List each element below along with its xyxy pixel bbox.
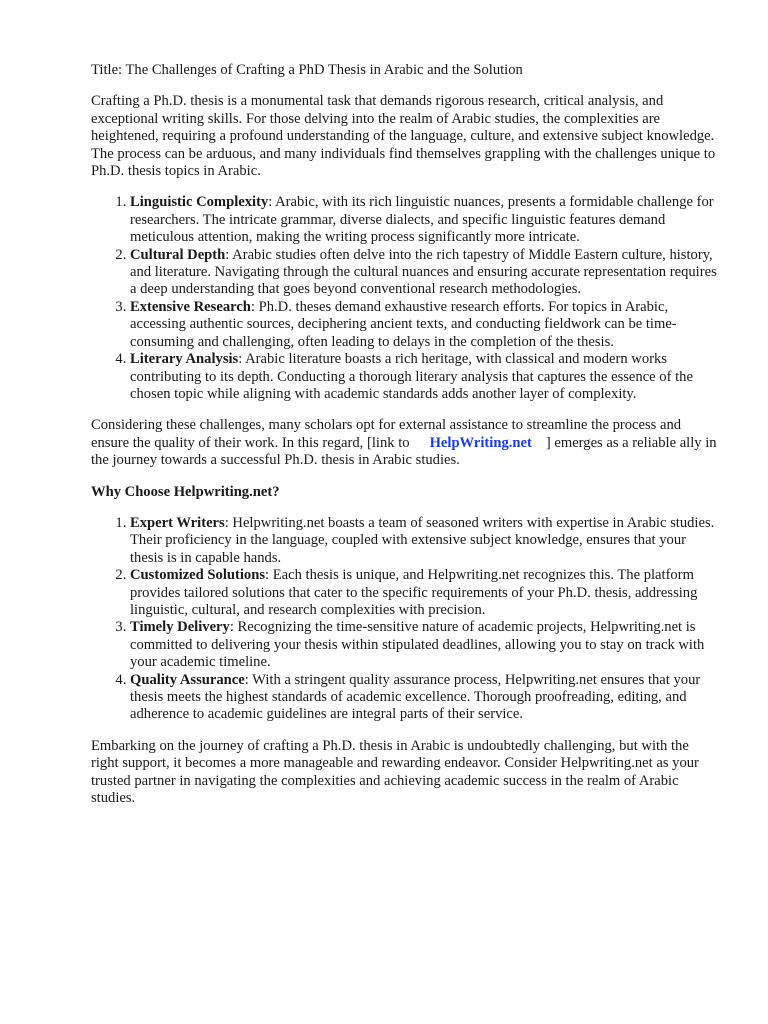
challenges-list — [91, 194, 720, 403]
challenge-term: Linguistic Complexity — [130, 194, 269, 211]
list-item — [130, 351, 720, 403]
list-item — [130, 515, 720, 567]
reasons-list — [91, 515, 720, 724]
document-title: Title: The Challenges of Crafting a PhD Thesis in Arabic and the Solution — [91, 62, 523, 78]
challenge-text: : Ph.D. theses demand exhaustive research efforts. For topics in Arabic, accessing authentic sources, deciphering ancient texts, and conducting fieldwork can be time-consuming and challenging, often leading to delays in the completion of the thesis. — [130, 298, 677, 350]
list-item — [130, 619, 720, 671]
list-item — [130, 672, 720, 724]
conclusion-paragraph: Embarking on the journey of crafting a Ph.D. thesis in Arabic is undoubtedly challenging, but with the right support, it becomes a more manageable and rewarding endeavor. Consider Helpwriting.net as your trusted partner in navigating the complexities and achieving academic success in the realm of Arabic studies. — [91, 737, 699, 807]
helpwriting-link[interactable]: HelpWriting.net — [429, 434, 532, 451]
challenge-term: Literary Analysis — [130, 351, 239, 368]
list-item — [130, 247, 720, 299]
reason-text: : Each thesis is unique, and Helpwriting.net recognizes this. The platform provides tailored solutions that cater to the specific requirements of your Ph.D. thesis, addressing linguistic, cultural, and research complexities with precision. — [130, 567, 698, 618]
reason-text: : Helpwriting.net boasts a team of seasoned writers with expertise in Arabic studies. Their proficiency in the language, coupled with extensive subject knowledge, ensures that your thesis is in capable hands. — [130, 514, 715, 566]
assistance-text-after: ] emerges as a reliable ally in the journey towards a successful Ph.D. thesis in Arabic studies. — [91, 434, 717, 469]
assistance-paragraph — [91, 417, 720, 469]
challenge-term: Cultural Depth — [130, 246, 226, 263]
challenge-text: : Arabic, with its rich linguistic nuances, presents a formidable challenge for researchers. The intricate grammar, diverse dialects, and specific linguistic features demand meticulous attention, making the writing process significantly more intricate. — [130, 194, 714, 246]
reason-term: Quality Assurance — [130, 671, 245, 688]
reason-text: : With a stringent quality assurance process, Helpwriting.net ensures that your thesis meets the highest standards of academic excellence. Thorough proofreading, editing, and adherence to academic guidelines are integral parts of their service. — [130, 671, 701, 723]
reason-term: Timely Delivery — [130, 619, 230, 636]
list-item — [130, 194, 720, 246]
list-item — [130, 299, 720, 351]
reason-term: Customized Solutions — [130, 567, 266, 584]
assistance-text-before: Considering these challenges, many scholars opt for external assistance to streamline the process and ensure the quality of their work. In this regard, [link to — [91, 417, 682, 451]
reason-term: Expert Writers — [130, 514, 225, 531]
intro-paragraph: Crafting a Ph.D. thesis is a monumental task that demands rigorous research, critical analysis, and exceptional writing skills. For those delving into the realm of Arabic studies, the complexities are heightened, requiring a profound understanding of the language, culture, and extensive subject knowledge. The process can be arduous, and many individuals find themselves grappling with the challenges unique to Ph.D. thesis topics in Arabic. — [91, 93, 716, 180]
challenge-text: : Arabic studies often delve into the rich tapestry of Middle Eastern culture, history, and literature. Navigating through the cultural nuances and ensuring accurate representation requires a deep understanding that goes beyond conventional research methodologies. — [130, 246, 717, 298]
challenge-text: : Arabic literature boasts a rich heritage, with classical and modern works contributing to its depth. Conducting a thorough literary analysis that captures the essence of the chosen topic while aligning with academic standards adds another layer of complexity. — [130, 351, 693, 402]
reason-text: : Recognizing the time-sensitive nature of academic projects, Helpwriting.net is committed to delivering your thesis within stipulated deadlines, allowing you to stay on track with your academic timeline. — [130, 619, 705, 671]
why-choose-heading: Why Choose Helpwriting.net? — [91, 483, 280, 500]
list-item — [130, 567, 720, 619]
challenge-term: Extensive Research — [130, 298, 251, 315]
